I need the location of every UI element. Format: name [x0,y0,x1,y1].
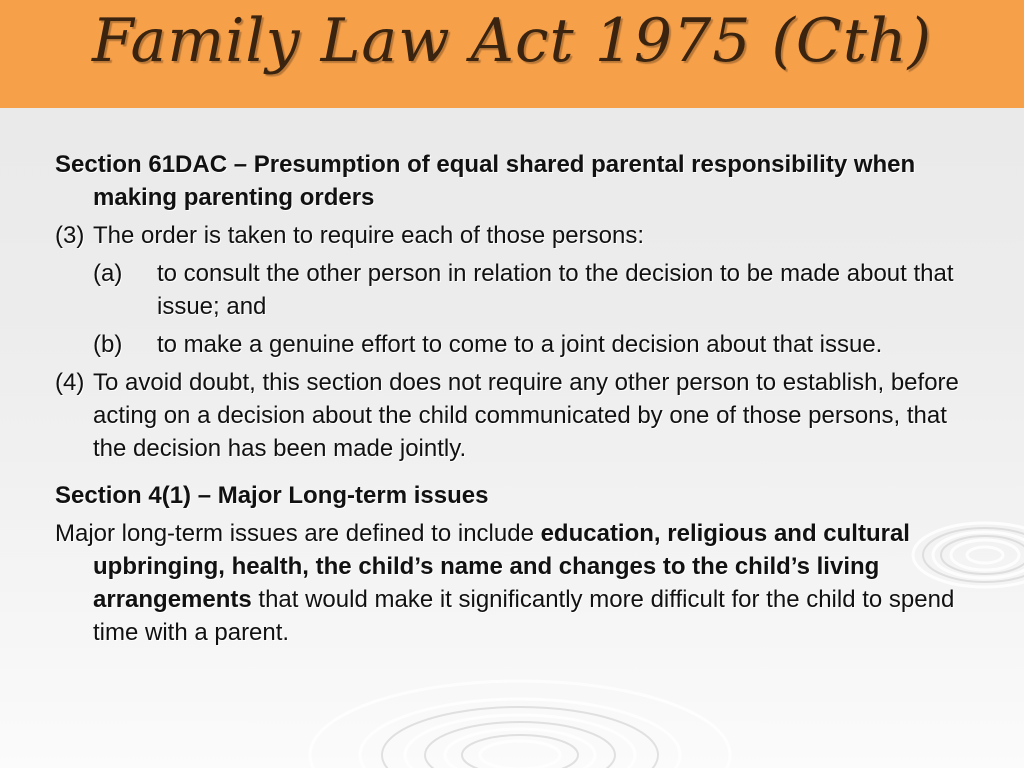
paragraph-b-number: (b) [93,331,123,358]
paragraph-a-text: to consult the other person in relation to the decision to be made about that issue; and [157,260,954,320]
paragraph-a [55,257,975,323]
subsection-4-number: (4) [55,369,85,396]
slide-body [55,148,975,649]
paragraph-a-number: (a) [93,260,123,287]
section-61dac-heading: Section 61DAC – Presumption of equal shared parental responsibility when making parenting orders [55,151,916,211]
subsection-3-text: The order is taken to require each of those persons: [93,222,644,249]
subsection-3 [55,219,975,252]
definition-bold-terms: education, religious and cultural upbringing, health, the child’s name and changes to the child’s living arrangements [93,520,910,613]
subsection-4 [55,366,975,465]
paragraph-b [55,328,975,361]
subsection-3-number: (3) [55,222,85,249]
paragraph-b-text: to make a genuine effort to come to a joint decision about that issue. [157,331,883,358]
definition-text-end: that would make it significantly more difficult for the child to spend time with a parent. [93,586,955,646]
major-issues-definition [55,517,975,649]
definition-text-start: Major long-term issues are defined to include [55,520,541,547]
section-4-heading: Section 4(1) – Major Long-term issues [55,482,489,509]
slide-title: Family Law Act 1975 (Cth) [92,6,932,76]
subsection-4-text: To avoid doubt, this section does not require any other person to establish, before acting on a decision about the child communicated by one of those persons, that the decision has been made jointly. [93,369,959,462]
